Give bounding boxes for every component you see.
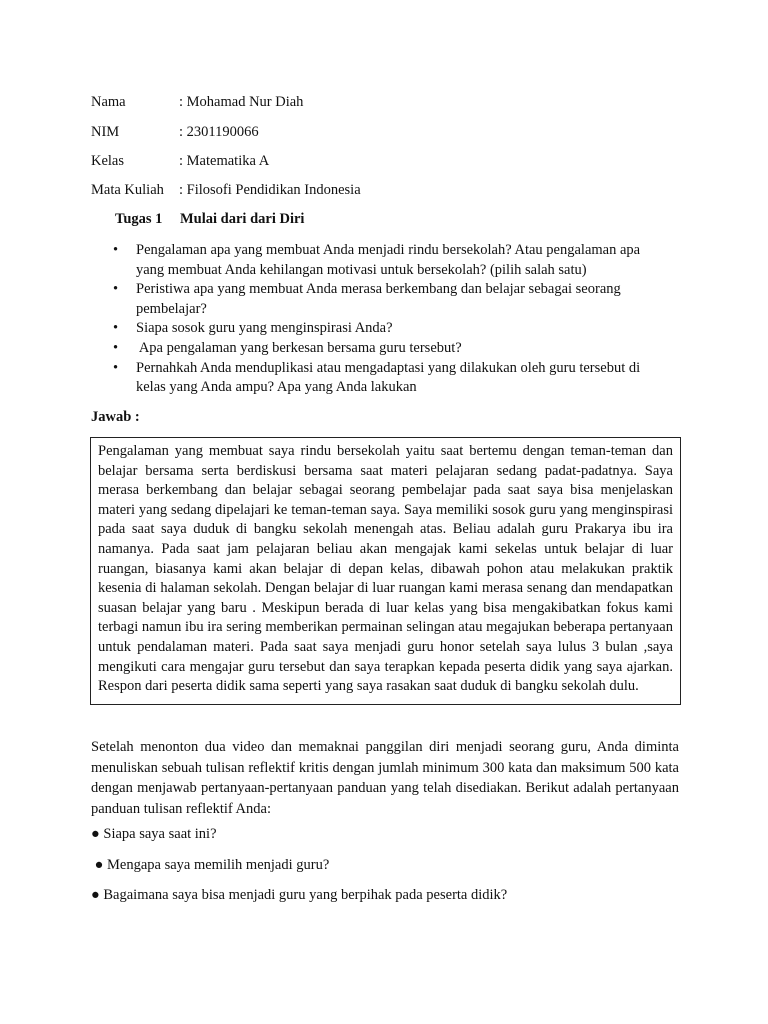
question-text: Pernahkah Anda menduplikasi atau mengadaptasi yang dilakukan oleh guru tersebut di kelas yang Anda ampu? Apa yang Anda lakukan	[136, 359, 641, 396]
task-title: Mulai dari dari Diri	[180, 211, 305, 227]
info-label: NIM	[91, 124, 120, 140]
reflection-intro: Setelah menonton dua video dan memaknai panggilan diri menjadi seorang guru, Anda diminta menuliskan sebuah tulisan reflektif kritis dengan jumlah minimum 300 kata dan maksimum 500 kata dengan menjawab pertanyaan-pertanyaan panduan yang telah disediakan. Berikut adalah pertanyaan panduan tulisan reflektif Anda:	[91, 739, 679, 817]
info-label: Kelas	[91, 153, 125, 169]
info-row-nama	[91, 93, 303, 111]
task-heading	[115, 211, 304, 228]
task-number: Tugas 1	[115, 211, 163, 227]
question-text: Pengalaman apa yang membuat Anda menjadi rindu bersekolah? Atau pengalaman apa yang membuat Anda kehilangan motivasi untuk bersekolah? (pilih salah satu)	[136, 242, 641, 278]
answer-heading: Jawab :	[91, 409, 140, 425]
info-label: Nama	[91, 94, 126, 110]
info-value: : Matematika A	[179, 153, 270, 169]
bullet-icon: •	[113, 339, 119, 356]
list-item	[110, 280, 670, 319]
reflection-question: ● Mengapa saya memilih menjadi guru?	[91, 857, 330, 873]
reflection-question: ● Siapa saya saat ini?	[91, 826, 217, 842]
list-item	[110, 319, 670, 339]
question-text: Peristiwa apa yang membuat Anda merasa berkembang dan belajar sebagai seorang pembelajar?	[136, 281, 621, 317]
answer-text: Pengalaman yang membuat saya rindu bersekolah yaitu saat bertemu dengan teman-teman dan belajar bersama serta berdiskusi bersama saat materi pelajaran sedang padat-padatnya. Saya merasa berkembang dan belajar sebagai seorang pembelajar pada saat saya bisa menjelaskan materi yang sedang dipelajari ke teman-teman saya. Saya memiliki sosok guru yang menginspirasi pada saat saya duduk di bangku sekolah menengah atas. Beliau adalah guru Prakarya ibu ira namanya. Pada saat jam pelajaran beliau akan mengajak kami sekelas untuk belajar di luar ruangan, biasanya kami akan belajar di depan kelas, dibawah pohon atau melakukan praktik kesenia di halaman sekolah. Dengan belajar di luar ruangan kami merasa senang dan mendapatkan suasan belajar yang baru . Meskipun berada di luar kelas yang bisa mengakibatkan fokus kami terbagi namun ibu ira sering memberikan permainan selingan atau megajukan beberapa pertanyaan untuk pendalaman materi. Pada saat saya menjadi guru honor setelah saya lulus 3 bulan ,saya mengikuti cara mengajar guru tersebut dan saya terapkan kepada peserta didik yang saya ajarkan. Respon dari peserta didik sama seperti yang saya rasakan saat duduk di bangku sekolah dulu.	[98, 443, 673, 695]
list-item	[110, 339, 670, 359]
bullet-icon: •	[113, 242, 119, 258]
info-row-kelas	[91, 152, 269, 170]
question-text: Siapa sosok guru yang menginspirasi Anda?	[136, 320, 393, 337]
question-text: Apa pengalaman yang berkesan bersama guru tersebut?	[136, 339, 462, 356]
info-row-nim	[91, 123, 259, 141]
list-item	[110, 241, 670, 280]
task-question-list	[110, 241, 670, 398]
bullet-icon: •	[113, 359, 119, 376]
bullet-icon: •	[113, 320, 119, 337]
list-item	[110, 359, 670, 398]
info-value: : Mohamad Nur Diah	[179, 94, 304, 110]
answer-box	[90, 437, 681, 705]
info-label: Mata Kuliah	[91, 182, 164, 198]
bullet-icon: •	[113, 281, 119, 298]
info-value: : Filosofi Pendidikan Indonesia	[179, 182, 361, 198]
info-value: : 2301190066	[179, 124, 259, 140]
reflection-question: ● Bagaimana saya bisa menjadi guru yang berpihak pada peserta didik?	[91, 887, 508, 903]
info-row-mata-kuliah	[91, 181, 361, 199]
